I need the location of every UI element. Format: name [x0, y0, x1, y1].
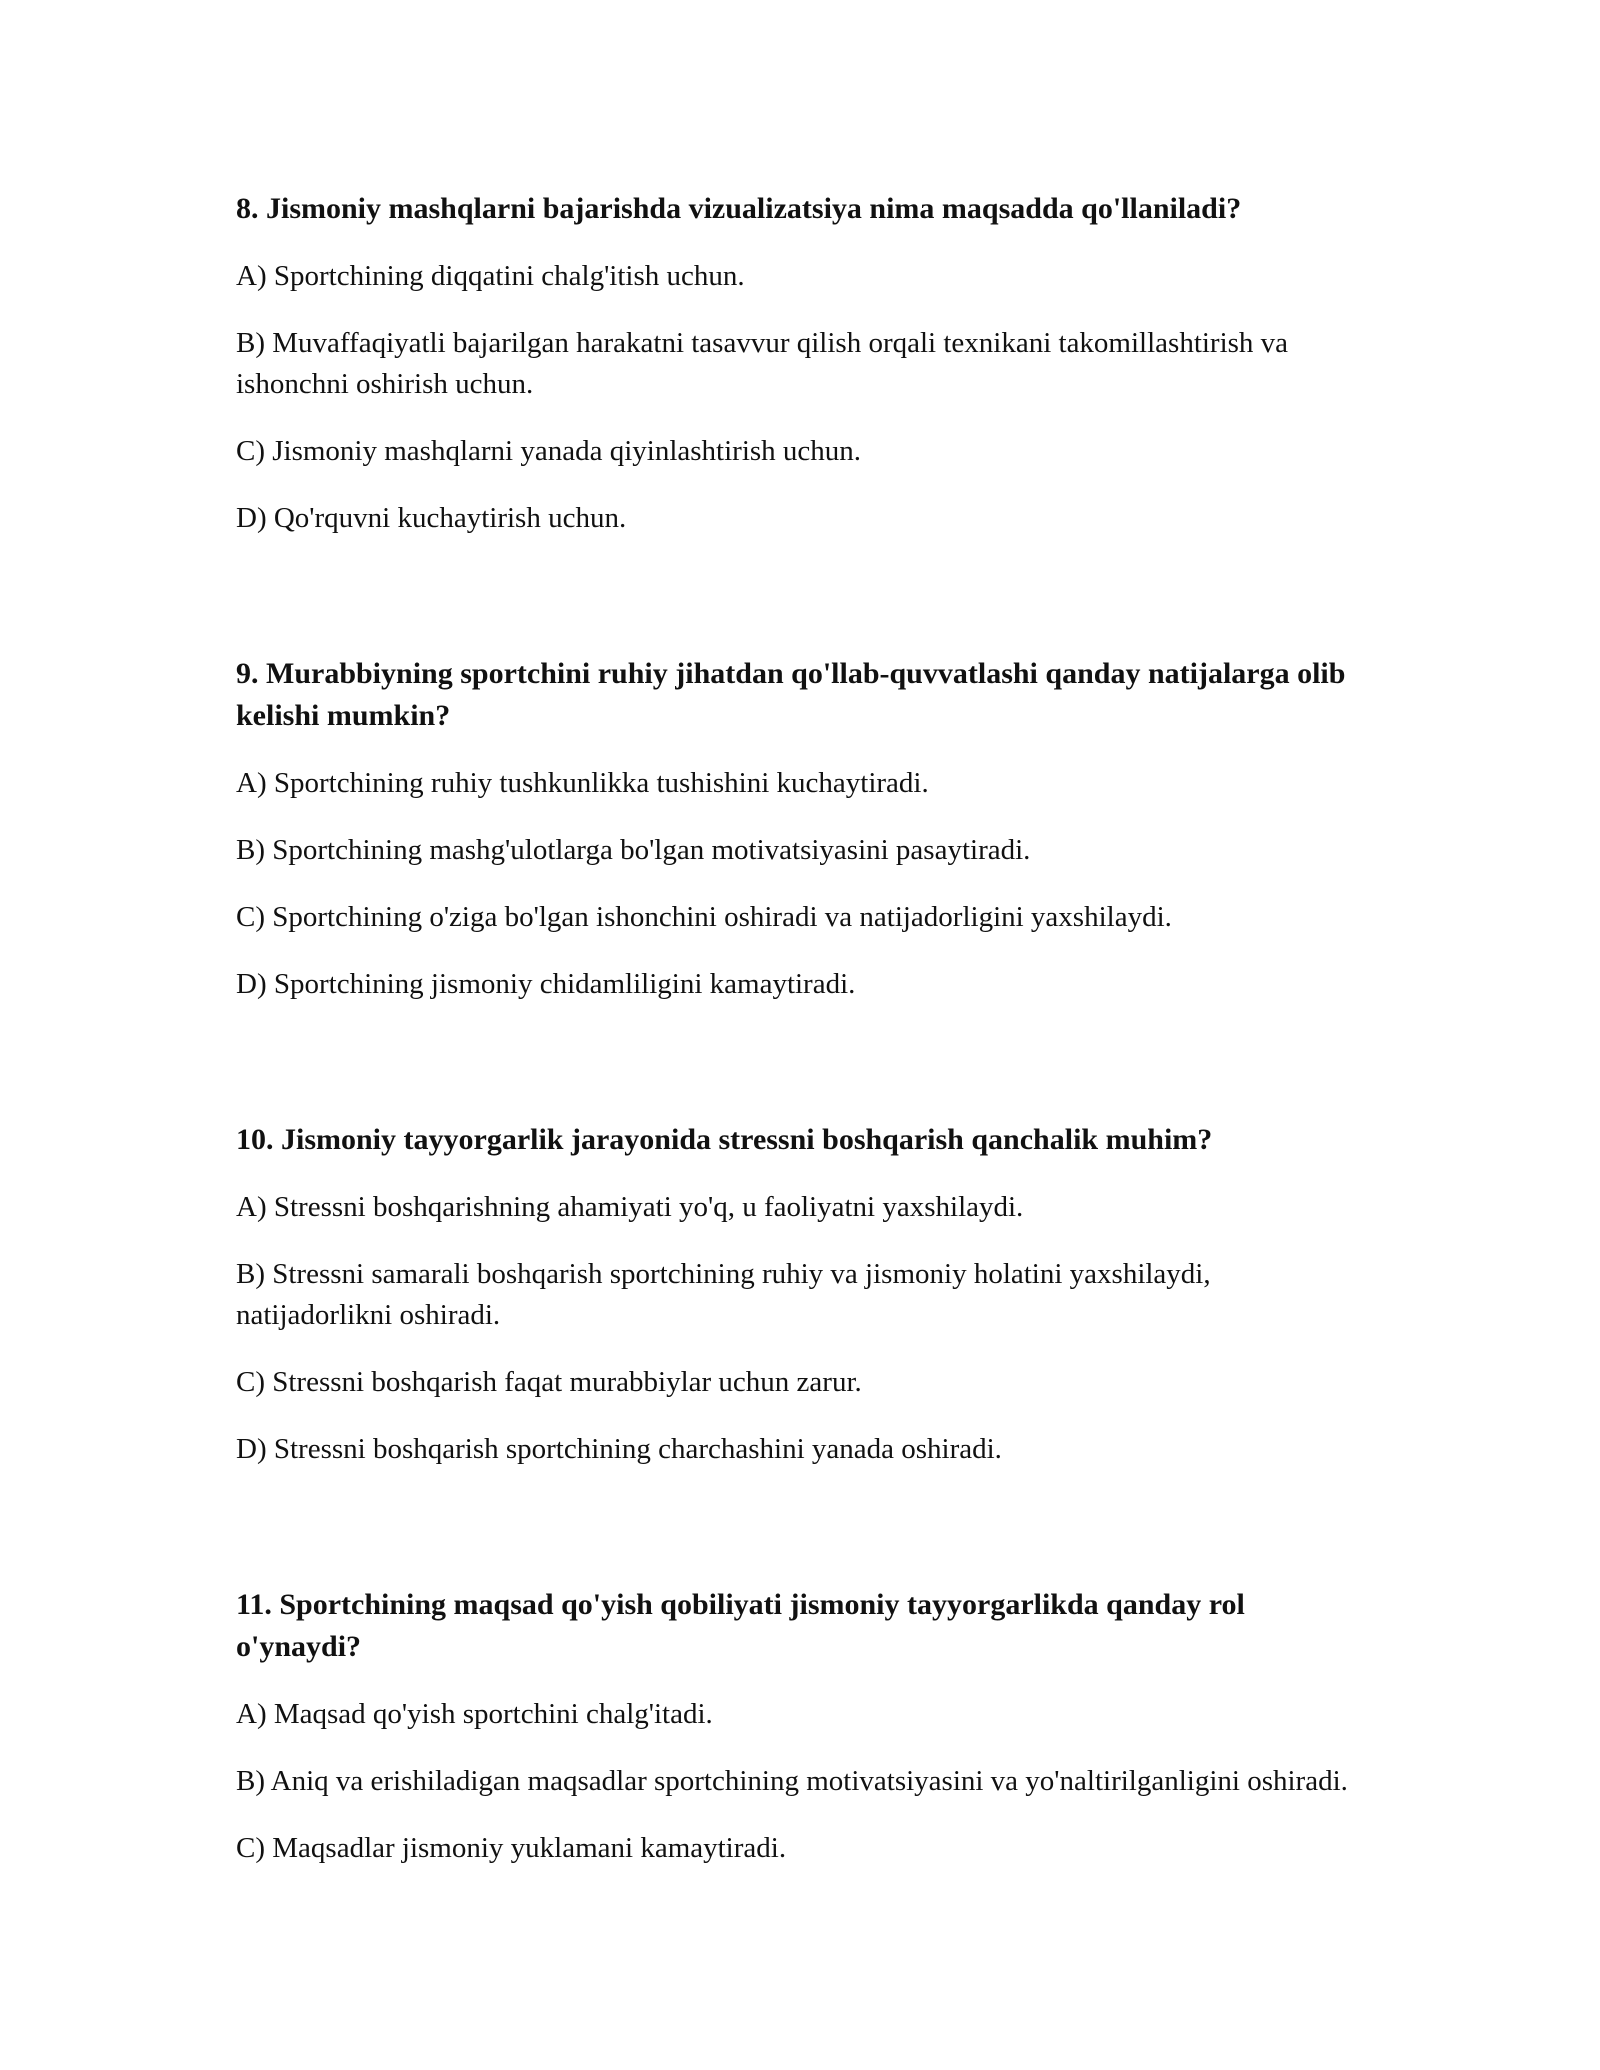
- answer-option-c: C) Sportchining o'ziga bo'lgan ishonchini oshiradi va natijadorligini yaxshilaydi.: [236, 901, 1172, 933]
- question-10: [236, 1119, 1366, 1470]
- question-8: [236, 188, 1366, 539]
- answer-option-a: A) Sportchining diqqatini chalg'itish uchun.: [236, 260, 745, 292]
- answer-option-a: A) Sportchining ruhiy tushkunlikka tushishini kuchaytiradi.: [236, 767, 929, 799]
- question-title: 11. Sportchining maqsad qo'yish qobiliyati jismoniy tayyorgarlikda qanday rol o'ynaydi?: [236, 1588, 1245, 1663]
- answer-option-c: C) Maqsadlar jismoniy yuklamani kamaytiradi.: [236, 1832, 787, 1864]
- answer-option-d: D) Sportchining jismoniy chidamliligini kamaytiradi.: [236, 968, 856, 1000]
- answer-option-b: B) Aniq va erishiladigan maqsadlar sportchining motivatsiyasini va yo'naltirilganligini oshiradi.: [236, 1765, 1348, 1797]
- answer-option-d: D) Qo'rquvni kuchaytirish uchun.: [236, 502, 627, 534]
- question-spacer: [236, 1031, 1366, 1119]
- question-9: [236, 653, 1366, 1005]
- question-11: [236, 1584, 1366, 1869]
- answer-option-b: B) Muvaffaqiyatli bajarilgan harakatni tasavvur qilish orqali texnikani takomillashtirish va ishonchni oshirish uchun.: [236, 327, 1289, 400]
- answer-option-a: A) Maqsad qo'yish sportchini chalg'itadi.: [236, 1698, 713, 1730]
- question-spacer: [236, 565, 1366, 653]
- answer-option-b: B) Stressni samarali boshqarish sportchining ruhiy va jismoniy holatini yaxshilaydi, natijadorlikni oshiradi.: [236, 1258, 1211, 1331]
- answer-option-c: C) Jismoniy mashqlarni yanada qiyinlashtirish uchun.: [236, 435, 862, 467]
- question-title: 9. Murabbiyning sportchini ruhiy jihatdan qo'llab-quvvatlashi qanday natijalarga olib kelishi mumkin?: [236, 657, 1346, 732]
- question-spacer: [236, 1496, 1366, 1584]
- answer-option-b: B) Sportchining mashg'ulotlarga bo'lgan motivatsiyasini pasaytiradi.: [236, 834, 1031, 866]
- document-page: [236, 188, 1366, 1895]
- answer-option-d: D) Stressni boshqarish sportchining charchashini yanada oshiradi.: [236, 1433, 1002, 1465]
- question-title: 8. Jismoniy mashqlarni bajarishda vizualizatsiya nima maqsadda qo'llaniladi?: [236, 192, 1242, 225]
- answer-option-c: C) Stressni boshqarish faqat murabbiylar uchun zarur.: [236, 1366, 862, 1398]
- question-title: 10. Jismoniy tayyorgarlik jarayonida stressni boshqarish qanchalik muhim?: [236, 1123, 1213, 1156]
- answer-option-a: A) Stressni boshqarishning ahamiyati yo'q, u faoliyatni yaxshilaydi.: [236, 1191, 1024, 1223]
